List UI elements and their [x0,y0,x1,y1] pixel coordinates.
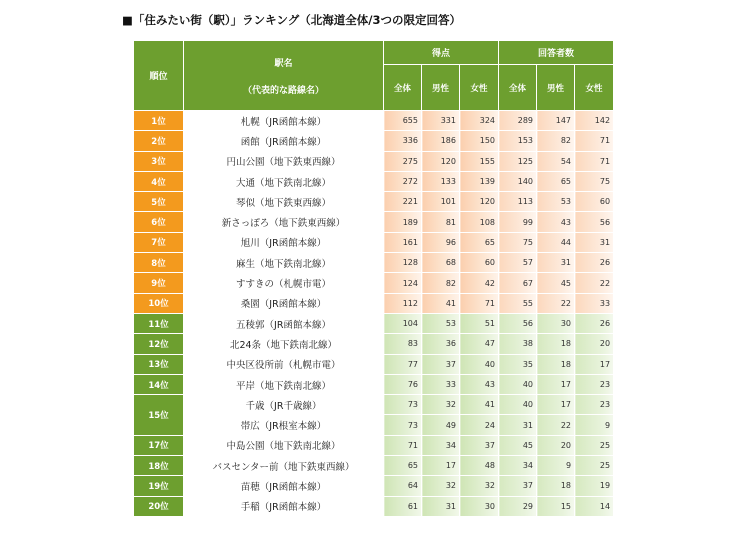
count-total-cell: 40 [499,374,537,394]
count-female-cell: 60 [575,192,614,212]
count-total-cell: 55 [499,293,537,313]
score-total-cell: 124 [384,273,422,293]
rank-cell: 2位 [134,131,184,151]
rank-cell: 11位 [134,313,184,333]
count-female-cell: 20 [575,334,614,354]
score-total-cell: 83 [384,334,422,354]
table-row [134,273,614,293]
score-female-cell: 71 [460,293,499,313]
score-female-cell: 60 [460,253,499,273]
count-female-cell: 14 [575,496,614,516]
rank-cell: 17位 [134,435,184,455]
rank-cell: 12位 [134,334,184,354]
count-total-cell: 113 [499,192,537,212]
score-total-cell: 161 [384,232,422,252]
score-male-cell: 101 [422,192,460,212]
table-row [134,456,614,476]
score-total-cell: 655 [384,111,422,131]
score-male-cell: 41 [422,293,460,313]
score-total-cell: 272 [384,171,422,191]
score-female-cell: 43 [460,374,499,394]
table-row [134,131,614,151]
count-female-cell: 71 [575,151,614,171]
score-female-cell: 65 [460,232,499,252]
table-row [134,354,614,374]
count-total-cell: 75 [499,232,537,252]
station-cell: すすきの（札幌市電） [184,273,384,293]
header-count-total: 全体 [499,65,537,111]
count-total-cell: 40 [499,395,537,415]
count-male-cell: 65 [537,171,575,191]
score-female-cell: 40 [460,354,499,374]
rank-cell: 5位 [134,192,184,212]
count-female-cell: 56 [575,212,614,232]
score-male-cell: 37 [422,354,460,374]
count-female-cell: 71 [575,131,614,151]
table-row [134,313,614,333]
score-female-cell: 42 [460,273,499,293]
station-cell: 大通（地下鉄南北線） [184,171,384,191]
count-male-cell: 53 [537,192,575,212]
station-cell: バスセンター前（地下鉄東西線） [184,456,384,476]
header-station [184,41,384,111]
score-male-cell: 32 [422,395,460,415]
table-row [134,293,614,313]
count-male-cell: 17 [537,395,575,415]
score-female-cell: 120 [460,192,499,212]
score-female-cell: 150 [460,131,499,151]
count-total-cell: 57 [499,253,537,273]
score-female-cell: 47 [460,334,499,354]
count-male-cell: 31 [537,253,575,273]
score-female-cell: 37 [460,435,499,455]
score-total-cell: 128 [384,253,422,273]
count-total-cell: 125 [499,151,537,171]
count-female-cell: 22 [575,273,614,293]
count-female-cell: 26 [575,253,614,273]
station-cell: 苗穂（JR函館本線） [184,476,384,496]
table-row [134,151,614,171]
count-male-cell: 17 [537,374,575,394]
header-score-female: 女性 [460,65,499,111]
count-total-cell: 56 [499,313,537,333]
score-male-cell: 68 [422,253,460,273]
rank-cell: 1位 [134,111,184,131]
table-row [134,253,614,273]
count-female-cell: 17 [575,354,614,374]
rank-cell: 13位 [134,354,184,374]
station-cell: 函館（JR函館本線） [184,131,384,151]
count-male-cell: 22 [537,415,575,435]
station-cell: 北24条（地下鉄南北線） [184,334,384,354]
count-male-cell: 22 [537,293,575,313]
score-total-cell: 112 [384,293,422,313]
ranking-body [134,111,614,517]
count-male-cell: 45 [537,273,575,293]
score-total-cell: 73 [384,395,422,415]
score-female-cell: 24 [460,415,499,435]
count-total-cell: 45 [499,435,537,455]
count-female-cell: 31 [575,232,614,252]
count-female-cell: 142 [575,111,614,131]
score-male-cell: 36 [422,334,460,354]
score-male-cell: 33 [422,374,460,394]
count-male-cell: 54 [537,151,575,171]
header-line-name: （代表的な路線名） [242,85,324,96]
score-male-cell: 120 [422,151,460,171]
table-row [134,232,614,252]
station-cell: 中央区役所前（札幌市電） [184,354,384,374]
rank-cell: 18位 [134,456,184,476]
score-total-cell: 336 [384,131,422,151]
station-cell: 円山公園（地下鉄東西線） [184,151,384,171]
ranking-table [133,40,614,517]
count-male-cell: 18 [537,476,575,496]
table-row [134,111,614,131]
count-male-cell: 44 [537,232,575,252]
station-cell: 桑園（JR函館本線） [184,293,384,313]
score-female-cell: 139 [460,171,499,191]
score-total-cell: 64 [384,476,422,496]
count-total-cell: 99 [499,212,537,232]
score-female-cell: 155 [460,151,499,171]
score-male-cell: 331 [422,111,460,131]
count-male-cell: 20 [537,435,575,455]
station-cell: 旭川（JR函館本線） [184,232,384,252]
rank-cell: 20位 [134,496,184,516]
count-total-cell: 29 [499,496,537,516]
score-male-cell: 82 [422,273,460,293]
table-row [134,395,614,415]
score-male-cell: 49 [422,415,460,435]
score-total-cell: 71 [384,435,422,455]
station-cell: 中島公園（地下鉄南北線） [184,435,384,455]
table-row [134,476,614,496]
count-total-cell: 67 [499,273,537,293]
count-female-cell: 26 [575,313,614,333]
count-total-cell: 34 [499,456,537,476]
station-cell: 平岸（地下鉄南北線） [184,374,384,394]
score-male-cell: 186 [422,131,460,151]
score-male-cell: 32 [422,476,460,496]
rank-cell: 14位 [134,374,184,394]
rank-cell: 9位 [134,273,184,293]
rank-cell: 6位 [134,212,184,232]
count-female-cell: 25 [575,435,614,455]
rank-cell: 15位 [134,395,184,436]
header-count-female: 女性 [575,65,614,111]
score-female-cell: 48 [460,456,499,476]
count-total-cell: 153 [499,131,537,151]
count-male-cell: 18 [537,354,575,374]
count-female-cell: 19 [575,476,614,496]
rank-cell: 4位 [134,171,184,191]
table-row [134,496,614,516]
header-count-male: 男性 [537,65,575,111]
header-score-total: 全体 [384,65,422,111]
count-male-cell: 18 [537,334,575,354]
score-male-cell: 34 [422,435,460,455]
score-total-cell: 221 [384,192,422,212]
score-female-cell: 51 [460,313,499,333]
table-row [134,192,614,212]
count-female-cell: 23 [575,374,614,394]
count-total-cell: 38 [499,334,537,354]
count-female-cell: 23 [575,395,614,415]
table-row [134,435,614,455]
count-total-cell: 140 [499,171,537,191]
count-total-cell: 37 [499,476,537,496]
header-score: 得点 [384,41,499,65]
header-station-name: 駅名 [274,58,293,69]
table-row [134,334,614,354]
count-male-cell: 30 [537,313,575,333]
station-cell: 千歳（JR千歳線） [184,395,384,415]
count-male-cell: 9 [537,456,575,476]
score-male-cell: 133 [422,171,460,191]
score-female-cell: 32 [460,476,499,496]
score-total-cell: 76 [384,374,422,394]
score-female-cell: 108 [460,212,499,232]
score-male-cell: 31 [422,496,460,516]
count-total-cell: 35 [499,354,537,374]
table-row [134,374,614,394]
count-male-cell: 82 [537,131,575,151]
rank-cell: 3位 [134,151,184,171]
score-total-cell: 73 [384,415,422,435]
table-row [134,212,614,232]
rank-cell: 7位 [134,232,184,252]
header-score-male: 男性 [422,65,460,111]
score-total-cell: 77 [384,354,422,374]
rank-cell: 10位 [134,293,184,313]
score-total-cell: 275 [384,151,422,171]
rank-cell: 19位 [134,476,184,496]
station-cell: 麻生（地下鉄南北線） [184,253,384,273]
score-male-cell: 53 [422,313,460,333]
score-male-cell: 96 [422,232,460,252]
score-male-cell: 17 [422,456,460,476]
count-male-cell: 15 [537,496,575,516]
count-total-cell: 289 [499,111,537,131]
station-cell: 琴似（地下鉄東西線） [184,192,384,212]
table-row [134,415,614,435]
count-female-cell: 25 [575,456,614,476]
score-female-cell: 41 [460,395,499,415]
header-rank: 順位 [134,41,184,111]
score-male-cell: 81 [422,212,460,232]
count-male-cell: 147 [537,111,575,131]
station-cell: 帯広（JR根室本線） [184,415,384,435]
score-total-cell: 104 [384,313,422,333]
table-title: ■「住みたい街（駅）」ランキング（北海道全体/3つの限定回答） [122,13,461,27]
score-female-cell: 324 [460,111,499,131]
score-total-cell: 65 [384,456,422,476]
station-cell: 札幌（JR函館本線） [184,111,384,131]
station-cell: 新さっぽろ（地下鉄東西線） [184,212,384,232]
score-female-cell: 30 [460,496,499,516]
count-total-cell: 31 [499,415,537,435]
rank-cell: 8位 [134,253,184,273]
score-total-cell: 189 [384,212,422,232]
count-male-cell: 43 [537,212,575,232]
count-female-cell: 33 [575,293,614,313]
station-cell: 五稜郭（JR函館本線） [184,313,384,333]
count-female-cell: 75 [575,171,614,191]
count-female-cell: 9 [575,415,614,435]
table-row [134,171,614,191]
station-cell: 手稲（JR函館本線） [184,496,384,516]
score-total-cell: 61 [384,496,422,516]
header-count: 回答者数 [499,41,614,65]
